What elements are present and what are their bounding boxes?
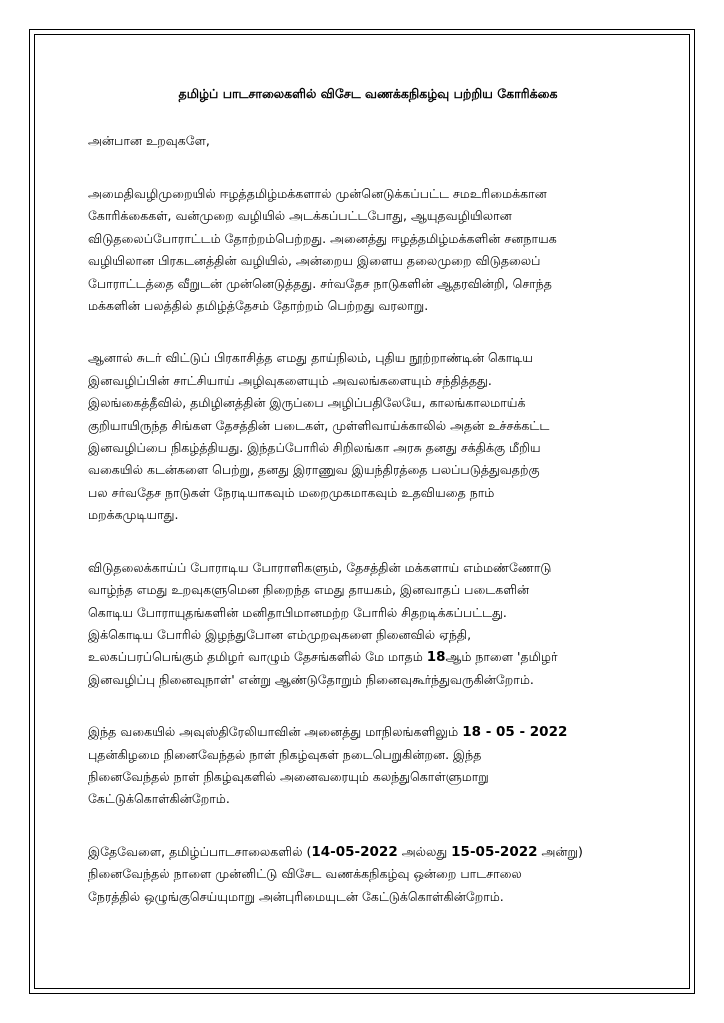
paragraph-1-line: விடுதலைப்போராட்டம் தோற்றம்பெற்றது. அனைத்து ஈழத்தமிழ்மக்களின் சனநாயக	[88, 230, 557, 246]
paragraph-1-line: மக்களின் பலத்தில் தமிழ்த்தேசம் தோற்றம் பெற்றது வரலாறு.	[88, 298, 429, 314]
paragraph-1-line: போராட்டத்தை வீறுடன் முன்னெடுத்தது. சர்வதேச நாடுகளின் ஆதரவின்றி, சொந்த	[88, 275, 552, 291]
paragraph-3-line: இனவழிப்பு நினைவுநாள்' என்று ஆண்டுதோறும் நினைவுகூர்ந்துவருகின்றோம்.	[88, 671, 534, 687]
paragraph-4-line: புதன்கிழமை நினைவேந்தல் நாள் நிகழ்வுகள் நடைபெறுகின்றன. இந்த	[88, 746, 482, 762]
paragraph-3-line: இக்கொடிய போரில் இழந்துபோன எம்முறவுகளை நினைவில் ஏந்தி,	[88, 626, 472, 642]
text-run: அன்று)	[537, 843, 583, 859]
salutation: அன்பான உறவுகளே,	[88, 133, 210, 148]
paragraph-1-line: அமைதிவழிமுறையில் ஈழத்தமிழ்மக்களால் முன்னெடுக்கப்பட்ட சமஉரிமைக்கான	[88, 186, 547, 201]
paragraph-1-line: கோரிக்கைகள், வன்முறை வழியில் அடக்கப்பட்டபோது, ஆயுதவழியிலான	[88, 208, 512, 224]
paragraph-2-line: மறக்கமுடியாது.	[88, 507, 179, 523]
text-run: அல்லது	[397, 843, 452, 859]
school-date-1: 14-05-2022	[311, 843, 398, 860]
paragraph-1-line: வழியிலான பிரகடனத்தின் வழியில், அன்றைய இளைய தலைமுறை விடுதலைப்	[88, 253, 541, 269]
paragraph-5-line	[88, 841, 648, 863]
paragraph-4-line: கேட்டுக்கொள்கின்றோம்.	[88, 791, 230, 807]
paragraph-4-line	[88, 721, 648, 743]
paragraph-2-line: வகையில் கடன்களை பெற்று, தனது இராணுவ இயந்திரத்தை பலப்படுத்துவதற்கு	[88, 462, 540, 478]
paragraph-5	[88, 841, 648, 908]
paragraph-3-line	[88, 646, 648, 668]
text-run: உலகப்பரப்பெங்கும் தமிழர் வாழும் தேசங்களில் மே மாதம்	[88, 649, 427, 665]
letter-title: தமிழ்ப் பாடசாலைகளில் விசேட வணக்கநிகழ்வு பற்றிய கோரிக்கை	[178, 86, 558, 101]
paragraph-1	[88, 183, 648, 317]
date-number: 18	[426, 649, 446, 666]
paragraph-2	[88, 347, 648, 526]
paragraph-4	[88, 721, 648, 811]
paragraph-3-line: கொடிய போராயுதங்களின் மனிதாபிமானமற்ற போரில் சிதறடிக்கப்பட்டது.	[88, 604, 507, 620]
school-date-2: 15-05-2022	[451, 843, 538, 860]
paragraph-2-line: ஆனால் சுடர் விட்டுப் பிரகாசித்த எமது தாய்நிலம், புதிய நூற்றாண்டின் கொடிய	[88, 350, 533, 366]
paragraph-2-line: இலங்கைத்தீவில், தமிழினத்தின் இருப்பை அழிப்பதிலேயே, காலங்காலமாய்க்	[88, 395, 526, 411]
text-run: இந்த வகையில் அவுஸ்திரேலியாவின் அனைத்து மாநிலங்களிலும்	[88, 724, 463, 740]
paragraph-2-line: இனவழிப்பை நிகழ்த்தியது. இந்தப்போரில் சிறிலங்கா அரசு தனது சக்திக்கு மீறிய	[88, 440, 541, 456]
paragraph-4-line: நினைவேந்தல் நாள் நிகழ்வுகளில் அனைவரையும் கலந்துகொள்ளுமாறு	[88, 768, 489, 784]
event-date: 18 - 05 - 2022	[462, 724, 568, 741]
paragraph-3-line: விடுதலைக்காய்ப் போராடிய போராளிகளும், தேசத்தின் மக்களாய் எம்மண்ணோடு	[88, 559, 552, 575]
paragraph-5-line: நினைவேந்தல் நாளை முன்னிட்டு விசேட வணக்கநிகழ்வு ஒன்றை பாடசாலை	[88, 866, 522, 882]
paragraph-2-line: பல சர்வதேச நாடுகள் நேரடியாகவும் மறைமுகமாகவும் உதவியதை நாம்	[88, 484, 495, 500]
letter-body	[88, 86, 648, 938]
paragraph-5-line: நேரத்தில் ஒழுங்குசெய்யுமாறு அன்புரிமையுடன் கேட்டுக்கொள்கின்றோம்.	[88, 888, 504, 904]
paragraph-2-line: குறியாயிருந்த சிங்கள தேசத்தின் படைகள், முள்ளிவாய்க்காலில் அதன் உச்சக்கட்ட	[88, 417, 550, 433]
text-run: இதேவேளை, தமிழ்ப்பாடசாலைகளில் (	[88, 843, 312, 859]
paragraph-3	[88, 557, 648, 691]
paragraph-2-line: இனவழிப்பின் சாட்சியாய் அழிவுகளையும் அவலங்களையும் சந்தித்தது.	[88, 372, 492, 388]
paragraph-3-line: வாழ்ந்த எமது உறவுகளுமென நிறைந்த எமது தாயகம், இனவாதப் படைகளின்	[88, 582, 530, 598]
text-run: ஆம் நாளை 'தமிழர்	[445, 649, 558, 665]
